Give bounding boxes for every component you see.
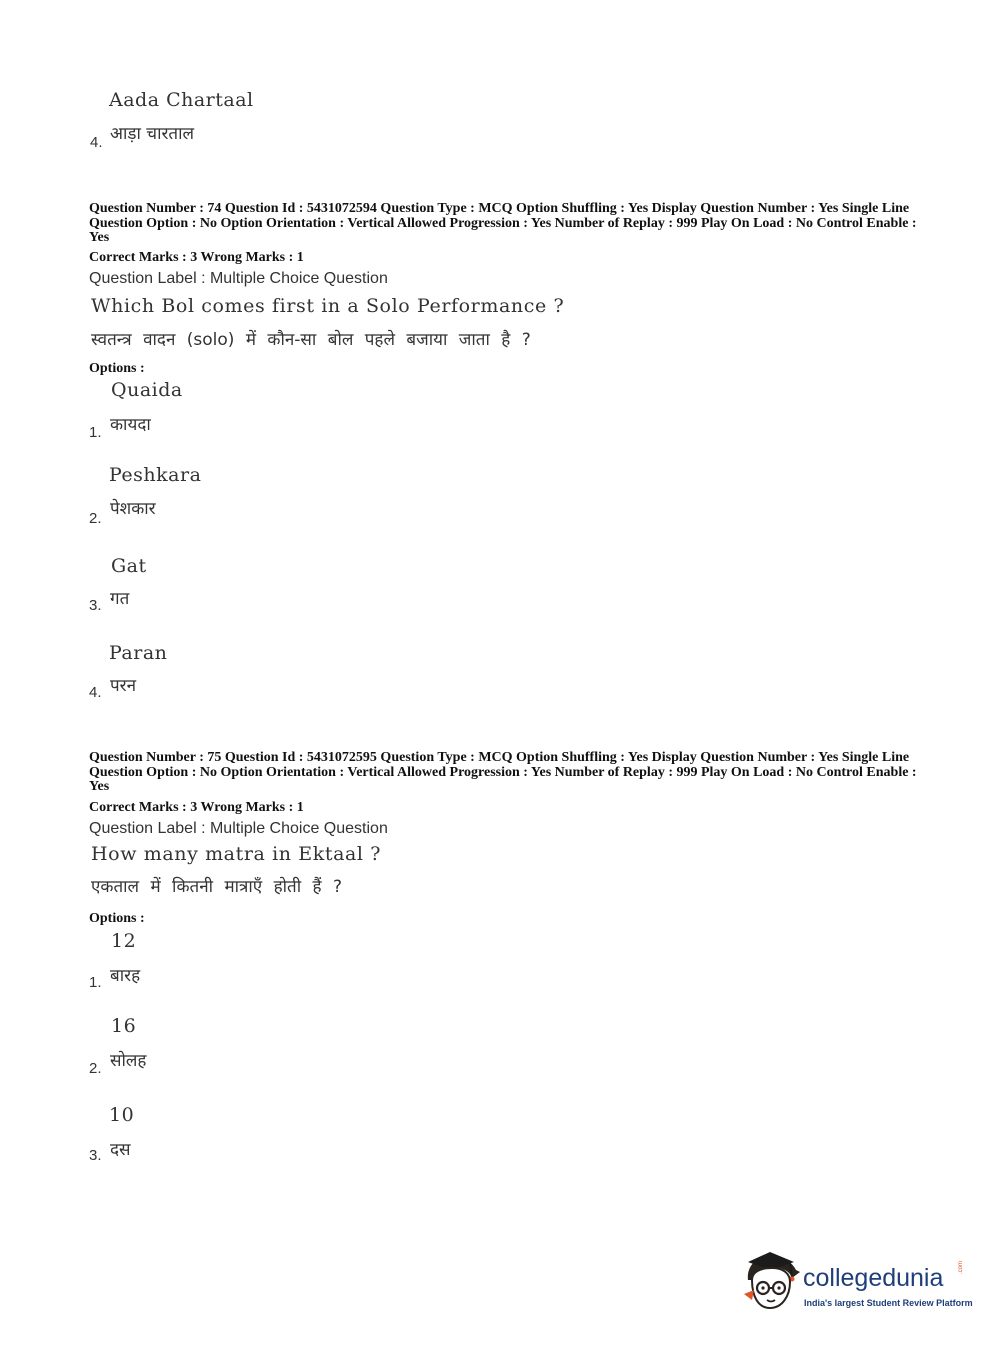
prev-option-4-english: Aada Chartaal <box>109 89 254 111</box>
prev-option-4-number: 4. <box>90 134 103 151</box>
q74-meta: Question Number : 74 Question Id : 5431072594 Question Type : MCQ Option Shuffling : Yes Display Question Number : Yes Single Line Question Option : No Option Orientation : Vertical Allowed Progression : Yes Number of Replay : 999 Play On Load : No Control Enable : Yes <box>89 201 917 245</box>
collegedunia-brand: collegedunia <box>803 1264 944 1292</box>
collegedunia-com: .com <box>958 1260 964 1274</box>
q74-option-2-number: 2. <box>89 510 102 527</box>
q74-option-2-hindi: पेशकार <box>110 499 156 519</box>
q75-option-3-hindi: दस <box>110 1140 131 1160</box>
q74-option-1-english[interactable]: Quaida <box>111 379 183 401</box>
q75-meta: Question Number : 75 Question Id : 5431072595 Question Type : MCQ Option Shuffling : Yes Display Question Number : Yes Single Line Question Option : No Option Orientation : Vertical Allowed Progression : Yes Number of Replay : 999 Play On Load : No Control Enable : Yes <box>89 750 917 794</box>
q74-option-3-english[interactable]: Gat <box>111 555 147 577</box>
prev-option-4-hindi: आड़ा चारताल <box>110 124 195 144</box>
q75-question-english: How many matra in Ektaal ? <box>91 843 382 865</box>
q75-question-hindi: एकताल में कितनी मात्राएँ होती हैं ? <box>91 877 342 897</box>
collegedunia-mascot-icon <box>740 1250 802 1312</box>
q75-option-3-number: 3. <box>89 1147 102 1164</box>
collegedunia-tagline: India's largest Student Review Platform <box>804 1298 973 1308</box>
q74-option-1-number: 1. <box>89 424 102 441</box>
q74-option-4-hindi: परन <box>110 676 137 696</box>
q75-option-1-hindi: बारह <box>110 966 141 986</box>
q74-options-label: Options : <box>89 361 145 376</box>
q75-option-1-number: 1. <box>89 974 102 991</box>
q74-option-3-number: 3. <box>89 597 102 614</box>
q75-options-label: Options : <box>89 911 145 926</box>
q75-marks: Correct Marks : 3 Wrong Marks : 1 <box>89 800 304 815</box>
q75-option-1-english[interactable]: 12 <box>111 930 137 952</box>
q75-option-2-number: 2. <box>89 1060 102 1077</box>
q74-option-2-english[interactable]: Peshkara <box>109 464 202 486</box>
q75-option-2-english[interactable]: 16 <box>111 1015 137 1037</box>
q74-option-3-hindi: गत <box>110 589 130 609</box>
q74-label: Question Label : Multiple Choice Question <box>89 270 388 287</box>
q74-question-hindi: स्वतन्त्र वादन (solo) में कौन-सा बोल पहले बजाया जाता है ? <box>91 330 531 350</box>
q75-option-3-english[interactable]: 10 <box>109 1104 135 1126</box>
q74-option-1-hindi: कायदा <box>110 415 151 435</box>
q74-question-english: Which Bol comes first in a Solo Performance ? <box>91 295 565 317</box>
q75-label: Question Label : Multiple Choice Question <box>89 820 388 837</box>
q75-option-2-hindi: सोलह <box>110 1051 147 1071</box>
q74-option-4-english[interactable]: Paran <box>109 642 168 664</box>
q74-option-4-number: 4. <box>89 684 102 701</box>
q74-marks: Correct Marks : 3 Wrong Marks : 1 <box>89 250 304 265</box>
